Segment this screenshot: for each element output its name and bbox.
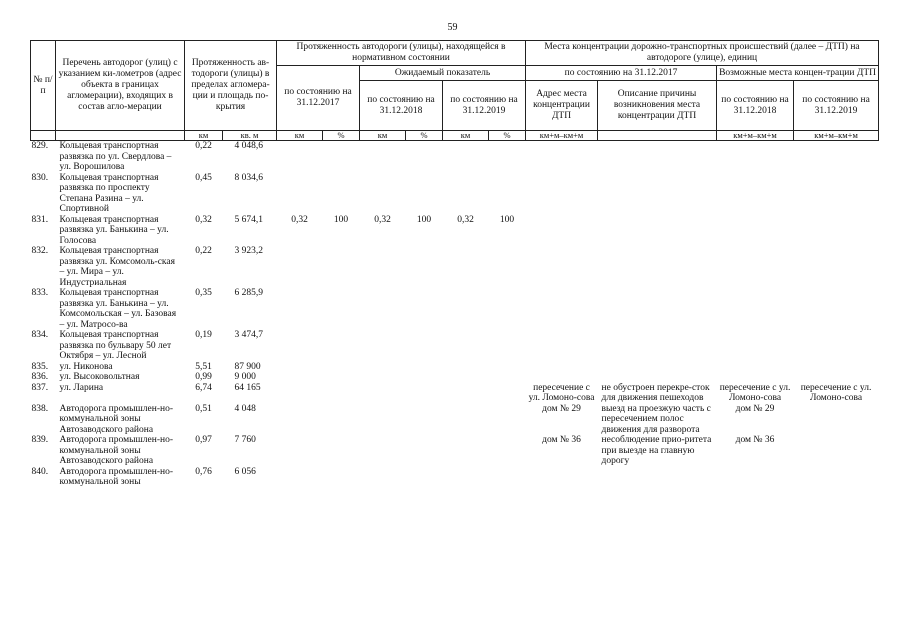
table-header <box>31 41 879 141</box>
row-dtp-address: дом № 29 <box>542 403 581 414</box>
row-km: 5,51 <box>195 361 212 372</box>
header-normative: Протяженность автодороги (улицы), находящейся в нормативном состоянии <box>277 41 526 66</box>
header-status-2017: по состоянию на 31.12.2017 <box>277 66 360 131</box>
row-dtp-2018: пересечение с ул. Ломоно-сова <box>719 382 791 403</box>
table-row <box>31 330 879 362</box>
row-km: 6,74 <box>195 382 212 393</box>
unit-empty-cause <box>598 131 717 141</box>
row-kvm: 7 760 <box>234 435 256 445</box>
row-name: Автодорога промышлен-но-коммунальной зоны <box>59 466 173 487</box>
unit-pct-2018: % <box>406 131 443 141</box>
header-dtp: Места концентрации дорожно-транспортных происшествий (далее – ДТП) на автодороге (улице), единиц <box>526 41 879 66</box>
header-cause: Описание причины возникновения места концентрации ДТП <box>598 81 717 131</box>
table-row <box>31 288 879 330</box>
row-dtp-2019: пересечение с ул. Ломоно-сова <box>800 382 872 403</box>
unit-pct-2017: % <box>323 131 360 141</box>
row-num: 837. <box>31 382 49 393</box>
row-km: 0,51 <box>195 403 212 414</box>
page-number: 59 <box>447 22 458 33</box>
row-kvm: 5 674,1 <box>234 214 263 225</box>
row-km: 0,45 <box>195 172 212 183</box>
row-name: Кольцевая транспортная развязка ул. Банькина – ул. Голосова <box>59 214 169 246</box>
table-row <box>31 362 879 373</box>
row-name: Кольцевая транспортная развязка ул. Комсомоль-ская – ул. Мира – ул. Индустриальная <box>59 246 175 288</box>
row-name: Кольцевая транспортная развязка по бульвару 50 лет Октября – ул. Лесной <box>59 330 172 361</box>
unit-km-2018: км <box>360 131 406 141</box>
row-num: 833. <box>31 288 49 298</box>
row-num: 831. <box>31 214 49 225</box>
unit-empty-num <box>31 131 56 141</box>
row-num: 840. <box>31 466 49 477</box>
table-row <box>31 435 879 467</box>
row-num: 838. <box>31 403 49 414</box>
row-num: 839. <box>31 435 49 445</box>
row-km: 0,32 <box>195 214 212 225</box>
header-exp-2019: по состоянию на 31.12.2019 <box>443 81 526 131</box>
row-kvm: 9 000 <box>234 372 256 382</box>
table-row <box>31 372 879 383</box>
header-exp-2018: по состоянию на 31.12.2018 <box>360 81 443 131</box>
table-row <box>31 467 879 488</box>
row-kvm: 4 048,6 <box>234 141 263 151</box>
row-name: Автодорога промышлен-но-коммунальной зоны Автозаводского района <box>59 435 173 466</box>
row-dtp-2019 <box>794 435 879 467</box>
row-dtp-address: пересечение с ул. Ломоно-сова <box>528 382 595 403</box>
row-dtp-cause: не обустроен перекре-сток для движения пешеходов <box>601 382 710 403</box>
header-length: Протяженность ав-тодороги (улицы) в пределах агломера-ции и площадь по-крытия <box>185 41 277 131</box>
row-dtp-address: дом № 36 <box>542 435 581 445</box>
row-kvm: 87 900 <box>234 361 261 372</box>
unit-empty-name <box>56 131 185 141</box>
table-body <box>31 141 879 488</box>
roads-table <box>30 40 879 488</box>
table-row <box>31 141 879 173</box>
row-km: 0,22 <box>195 141 212 151</box>
table-row <box>31 246 879 288</box>
unit-km-2017: км <box>277 131 323 141</box>
table-row <box>31 404 879 436</box>
row-num: 835. <box>31 361 49 372</box>
row-normative-2019-pct: 100 <box>499 214 515 225</box>
row-normative-2017-km: 0,32 <box>291 214 308 225</box>
unit-kvm: кв. м <box>223 131 277 141</box>
header-dtp-2017: по состоянию на 31.12.2017 <box>526 66 717 81</box>
row-kvm: 4 048 <box>234 403 256 414</box>
unit-kmm-2019: км+м–км+м <box>794 131 879 141</box>
row-km: 0,35 <box>195 288 212 298</box>
row-kvm: 8 034,6 <box>234 172 263 183</box>
row-dtp-cause: выезд на проезжую часть с пересечением полос движения для разворота <box>601 403 711 435</box>
row-km: 0,99 <box>195 372 212 382</box>
unit-km-2019: км <box>443 131 489 141</box>
unit-kmm-address: км+м–км+м <box>526 131 598 141</box>
unit-pct-2019: % <box>489 131 526 141</box>
row-kvm: 64 165 <box>234 382 261 393</box>
row-name: ул. Ларина <box>59 382 104 393</box>
table-row <box>31 173 879 215</box>
row-normative-2018-pct: 100 <box>416 214 432 225</box>
header-num: № п/п <box>31 41 56 131</box>
header-address: Адрес места концентрации ДТП <box>526 81 598 131</box>
row-km: 0,97 <box>195 435 212 445</box>
row-num: 830. <box>31 172 49 183</box>
row-kvm: 3 474,7 <box>234 330 263 340</box>
header-possible: Возможные места концен-трации ДТП <box>717 66 879 81</box>
row-dtp-cause: несоблюдение прио-ритета при выезде на главную дорогу <box>601 435 712 466</box>
row-name: Автодорога промышлен-но-коммунальной зоны Автозаводского района <box>59 403 173 435</box>
header-pos-2019: по состоянию на 31.12.2019 <box>794 81 879 131</box>
row-dtp-2019 <box>794 404 879 436</box>
unit-kmm-2018: км+м–км+м <box>717 131 794 141</box>
row-num: 836. <box>31 372 49 382</box>
unit-km: км <box>185 131 223 141</box>
row-kvm: 6 056 <box>234 466 256 477</box>
row-num: 834. <box>31 330 49 340</box>
row-normative-2017-pct: 100 <box>333 214 349 225</box>
header-expected: Ожидаемый показатель <box>360 66 526 81</box>
table-row <box>31 215 879 247</box>
row-name: Кольцевая транспортная развязка ул. Банькина – ул. Комсомольская – ул. Базовая – ул. Матросо-ва <box>59 288 177 330</box>
row-name: Кольцевая транспортная развязка по проспекту Степана Разина – ул. Спортивной <box>59 172 159 214</box>
row-kvm: 6 285,9 <box>234 288 263 298</box>
row-km: 0,76 <box>195 466 212 477</box>
row-dtp-2018: дом № 36 <box>735 435 775 445</box>
row-num: 832. <box>31 246 49 256</box>
row-dtp-2018: дом № 29 <box>735 403 775 414</box>
row-num: 829. <box>31 141 49 151</box>
row-kvm: 3 923,2 <box>234 246 263 256</box>
row-normative-2019-km: 0,32 <box>457 214 474 225</box>
row-km: 0,22 <box>195 246 212 256</box>
row-name: ул. Высоковольтная <box>59 372 140 382</box>
header-name: Перечень автодорог (улиц) с указанием ки-лометров (адрес объекта в границах агломерации), входящих в состав агло-мерации <box>56 41 185 131</box>
header-pos-2018: по состоянию на 31.12.2018 <box>717 81 794 131</box>
table-row <box>31 383 879 404</box>
row-name: ул. Никонова <box>59 361 113 372</box>
row-km: 0,19 <box>195 330 212 340</box>
row-normative-2018-km: 0,32 <box>374 214 391 225</box>
row-name: Кольцевая транспортная развязка по ул. Свердлова – ул. Ворошилова <box>59 141 172 172</box>
